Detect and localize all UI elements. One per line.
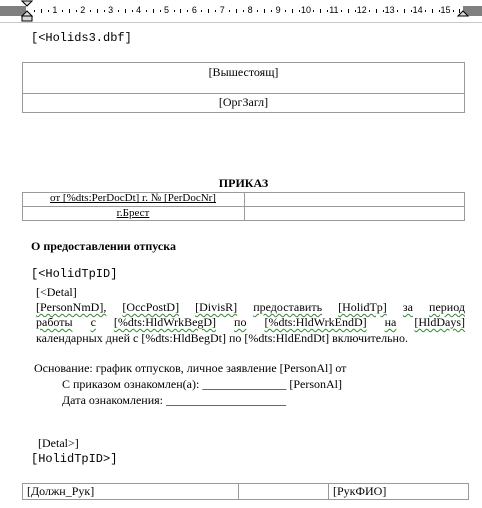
ruler-number: 1 — [52, 5, 58, 15]
paragraph-line-2 — [36, 315, 465, 330]
acquainted-line: С приказом ознакомлен(а): ______________ [PersonAl] — [62, 377, 342, 391]
ruler-half-tick — [125, 9, 126, 13]
ruler-half-tick — [376, 9, 377, 13]
para2-word: [HldDays] — [414, 315, 465, 329]
signature-table-divider-2 — [328, 483, 329, 500]
ruler-tick — [201, 10, 202, 12]
ruler-tick — [411, 10, 412, 12]
ruler-number: 3 — [108, 5, 114, 15]
para2-word: с — [90, 315, 96, 329]
ruler-number: 10 — [300, 5, 312, 15]
top-table-divider — [22, 93, 465, 94]
ruler-tick — [132, 10, 133, 12]
top-table-row1: [Вышестоящ] — [208, 65, 279, 79]
head-name-cell: [РукФИО] — [333, 484, 387, 498]
document-title: ПРИКАЗ — [218, 176, 269, 190]
ruler-tick — [215, 10, 216, 12]
ruler-number: 14 — [412, 5, 423, 15]
ruler-tick — [439, 10, 440, 12]
ruler-tick — [174, 10, 175, 12]
ruler-half-tick — [320, 9, 321, 13]
ruler-tick — [369, 10, 370, 12]
ruler-number: 15 — [440, 5, 451, 15]
ruler-tick — [76, 10, 77, 12]
para2-word: работы — [36, 315, 73, 329]
ruler-tick — [383, 10, 384, 12]
ruler-tick — [187, 10, 188, 12]
ruler-half-tick — [180, 9, 181, 13]
ruler-number: 13 — [384, 5, 395, 15]
acquainted-date-line: Дата ознакомления: ____________________ — [62, 393, 287, 407]
para2-word: [%dts:HldWrkEndD] — [264, 315, 367, 329]
para1-word: [HolidTp] — [338, 300, 387, 314]
ruler-tick — [285, 10, 286, 12]
detal-close-tag: [Detal>] — [38, 436, 79, 450]
paragraph-line-3: календарных дней с [%dts:HldBegDt] по [%dts:HldEndDt] включительно. — [36, 331, 408, 345]
signature-table-divider-1 — [238, 483, 239, 500]
ruler-half-tick — [97, 9, 98, 13]
ruler-number: 12 — [356, 5, 367, 15]
horizontal-ruler[interactable] — [0, 0, 482, 23]
head-position-cell: [Должн_Рук] — [27, 484, 95, 498]
ruler-number: 5 — [163, 5, 170, 15]
ruler-number: 7 — [219, 5, 225, 15]
ruler-tick — [271, 10, 272, 12]
order-subject: О предоставлении отпуска — [31, 239, 176, 253]
order-city — [22, 207, 244, 219]
order-date-number — [22, 192, 244, 204]
ruler-number: 11 — [329, 5, 339, 15]
order-table-column-divider — [244, 192, 245, 221]
ruler-number: 4 — [136, 5, 142, 15]
para2-word: на — [384, 315, 397, 329]
ruler-half-tick — [153, 9, 154, 13]
ruler-half-tick — [432, 9, 433, 13]
right-indent-marker[interactable] — [457, 0, 469, 22]
ruler-half-tick — [292, 9, 293, 13]
ruler-tick — [397, 10, 398, 12]
detal-open-tag: [<Detal] — [36, 285, 77, 299]
ruler-tick — [355, 10, 356, 12]
first-line-indent-marker[interactable] — [21, 0, 33, 22]
ruler-number: 8 — [247, 5, 253, 15]
ruler-half-tick — [348, 9, 349, 13]
order-date-number-text: от [%dts:PerDocDt] г. № [PerDocNr] — [50, 192, 216, 204]
ruler-tick — [146, 10, 147, 12]
para1-word: за — [402, 300, 413, 314]
ruler-tick — [90, 10, 91, 12]
ruler-number: 2 — [80, 5, 86, 15]
para1-word: период — [429, 300, 465, 314]
para1-word: [OccPostD] — [122, 300, 180, 314]
ruler-tick — [34, 10, 35, 12]
para2-word: по — [234, 315, 247, 329]
ruler-tick — [62, 10, 63, 12]
ruler-tick — [257, 10, 258, 12]
ruler-half-tick — [208, 9, 209, 13]
basis-line: Основание: график отпусков, личное заявление [PersonAl] от — [34, 361, 347, 375]
holid-close-tag: [HolidTpID>] — [31, 452, 118, 466]
ruler-tick — [229, 10, 230, 12]
ruler-tick — [341, 10, 342, 12]
ruler-tick — [48, 10, 49, 12]
ruler-half-tick — [41, 9, 42, 13]
ruler-number: 9 — [275, 5, 281, 15]
ruler-half-tick — [264, 9, 265, 13]
ruler-tick — [425, 10, 426, 12]
ruler-number: 6 — [191, 5, 197, 15]
ruler-tick — [118, 10, 119, 12]
ruler-tick — [453, 10, 454, 12]
ruler-tick — [327, 10, 328, 12]
para1-word: [PersonNmD], — [36, 300, 107, 314]
ruler-half-tick — [404, 9, 405, 13]
paragraph-line-1 — [36, 300, 465, 315]
header-tag: [<Holids3.dbf] — [31, 31, 132, 45]
holid-open-tag: [<HolidTpID] — [31, 267, 118, 281]
ruler-half-tick — [236, 9, 237, 13]
ruler-half-tick — [69, 9, 70, 13]
ruler-tick — [243, 10, 244, 12]
ruler-tick — [313, 10, 314, 12]
document-page[interactable] — [0, 22, 482, 508]
order-city-text: г.Брест — [116, 207, 150, 219]
para1-word: предоставить — [253, 300, 323, 314]
para2-word: [%dts:HldWrkBegD] — [113, 315, 217, 329]
ruler-tick — [104, 10, 105, 12]
ruler-tick — [160, 10, 161, 12]
para1-word: [DivisR] — [195, 300, 238, 314]
ruler-tick — [299, 10, 300, 12]
top-table-row2: [ОргЗагл] — [218, 95, 269, 109]
